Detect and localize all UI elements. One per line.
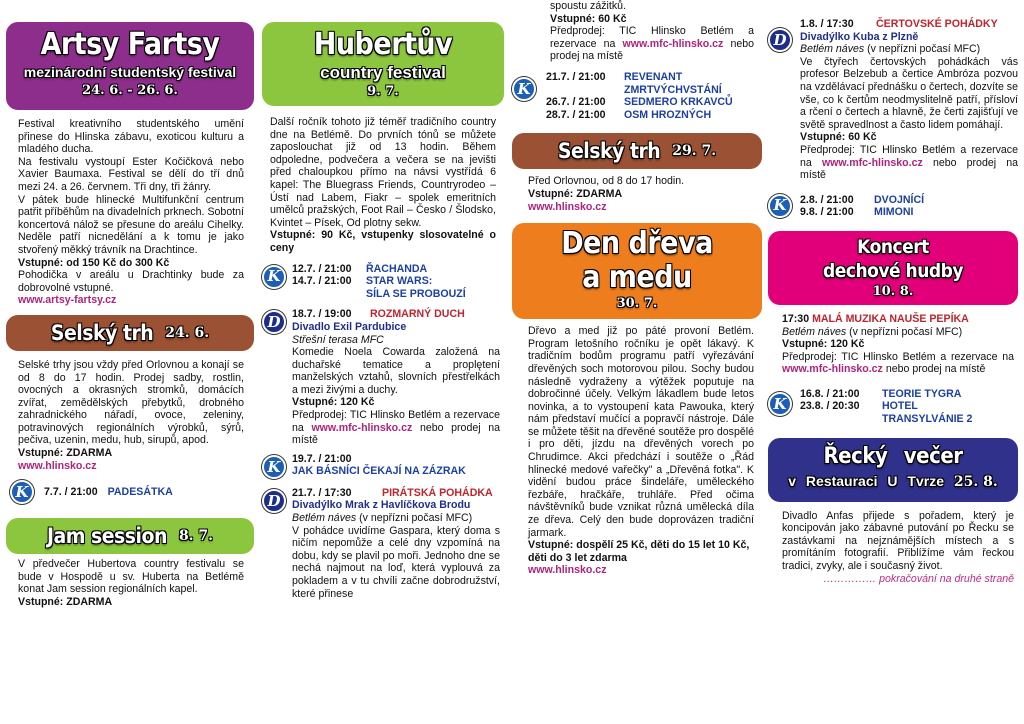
koncert-banner [768, 231, 1018, 305]
artsy-paragraph-2: Na festivalu vystoupí Ester Kočičková nebo Xavier Baumaxa. Festival se dělí do tří dnů mezi 24. a 26. červnem. Tři dny, tři žánry. [18, 155, 244, 193]
artsy-entry: Vstupné: od 150 Kč do 300 Kč [18, 256, 170, 269]
divadlo-badge-icon: D [262, 310, 286, 334]
presale [550, 25, 754, 63]
jam-paragraph: V předvečer Hubertova country festivalu se bude v Hospodě u sv. Huberta na Betlémě konat Jam session regionálních kapel. [18, 558, 244, 596]
presale [800, 144, 1018, 182]
event-time: 9.8. / 21:00 [800, 206, 854, 219]
description: Komedie Noela Cowarda založená na duchařské tematice a proplętení manželských vztahů, slovních přestřelkách a mezi živými a duchy. [292, 346, 500, 396]
artsy-link[interactable]: www.artsy-fartsy.cz [18, 294, 117, 307]
selsky-text-2 [512, 169, 762, 213]
divadlo-detail-2 [292, 487, 500, 600]
kino-block-2 [262, 453, 504, 479]
event-name: HOTEL [882, 400, 918, 413]
artsy-subtitle: mezinárodní studentský festival [23, 64, 237, 80]
event-name: SÍLA SE PROBOUZÍ [366, 287, 466, 300]
event-row [800, 388, 972, 401]
event-time: 14.7. / 21:00 [292, 275, 352, 288]
jam-entry: Vstupné: ZDARMA [18, 596, 113, 609]
hubert-subtitle: country festival [320, 63, 446, 82]
selsky-date-1: 24. 6. [165, 324, 210, 341]
kino-badge-icon: K [10, 480, 34, 504]
selsky-link-2[interactable]: www.hlinsko.cz [528, 200, 607, 213]
column-3 [512, 0, 762, 577]
artsy-date: 24. 6. - 26. 6. [82, 83, 178, 98]
event-name: PIRÁTSKÁ POHÁDKA [382, 486, 493, 499]
jam-text [6, 554, 254, 608]
kino-list-3 [546, 71, 733, 121]
continued-text: spoustu zážitků. [550, 0, 626, 12]
company: Divadýlko Kuba z Plzně [800, 30, 919, 43]
event-name: MIMONI [874, 206, 914, 219]
drevo-paragraph: Dřevo a med již po páté provoní Betlém. Program letošního ročníku je opět lákavý. K tradičním bodům programu patří vyřezávání dřevěných soch motorovou pilou. Sochy budou následně vydraženy a výtěžek poputuje na dobročinné účely. Velkým lákadlem bude letos novinka, a to vystoupení kata Pawouka, který nám představí mučící a popravčí nástroje. Dále se můžete těšit na dřevěné soutěže pro dospělé i pro děti, jízdu na dřevěných vorech po Chrudimce. Akci předchází i soutěže o „Řád hlinecké medové vařečky" a „Dřevěná fotka". K vidění budou práce šindeláře, uměleckého řezbáře, hračkáře, truhláře. Před očima návštěvníků bude vznikat různá umělecká díla ze dřeva. Celý den bude doprovázen tradiční jarmark. [528, 325, 754, 539]
recky-paragraph: Divadlo Anfas přijede s pořadem, který je koncipován jako zábavné putování po Řecku se zastávkami na nejznámějších místech a s promítáním fotografií. Přiblížíme vám řeckou tradici, zvyky, ale i současný život. [782, 509, 1014, 573]
event-name: MALÁ MUZIKA NAUŠE PEPÍKA [812, 312, 969, 325]
hubertuv-banner [262, 22, 504, 106]
event-name: OSM HROZNÝCH [624, 108, 712, 121]
kino-list-5 [800, 388, 972, 426]
kino-list-1 [292, 263, 466, 301]
event-time: 12.7. / 21:00 [292, 262, 352, 275]
drevo-link[interactable]: www.hlinsko.cz [528, 564, 607, 577]
company: Divadlo Exil Pardubice [292, 320, 407, 333]
event-row [546, 109, 733, 122]
presale-link[interactable]: www.mfc-hlinsko.cz [821, 156, 923, 169]
presale-text: Předprodej: TIC Hlinsko Betlém a rezervace na [800, 143, 1018, 169]
divadlo-block-3 [768, 18, 1018, 182]
venue-line [782, 326, 1014, 339]
event-row [800, 194, 924, 207]
event-name: TRANSYLVÁNIE 2 [882, 413, 973, 426]
event-time: 21.7. / 17:30 [292, 486, 352, 499]
kino-badge-icon: K [768, 194, 792, 218]
selsky-trh-banner-2 [512, 133, 762, 169]
event-row [800, 413, 972, 426]
event-name: ŘACHANDA [366, 262, 428, 275]
venue-note: (v nepřízni počasí MFC) [849, 325, 963, 338]
selsky-entry-1: Vstupné: ZDARMA [18, 447, 113, 460]
event-row [292, 308, 500, 321]
divadlo-detail-1 [292, 308, 500, 447]
event-name: ROZMARNÝ DUCH [370, 308, 465, 321]
artsy-fartsy-banner [6, 22, 254, 110]
entry: Vstupné: 120 Kč [782, 338, 865, 351]
presale-note: nebo prodej na místě [550, 37, 755, 63]
artsy-text [6, 110, 254, 307]
event-name: PADESÁTKA [107, 485, 173, 498]
hubert-entry: Vstupné: 90 Kč, vstupenky slosovatelné o ceny [270, 229, 496, 254]
event-row [800, 18, 1018, 31]
event-time: 17:30 [782, 312, 810, 325]
presale-text: Předprodej: TIC Hlinsko Betlém a rezervace na [292, 409, 500, 434]
event-row [800, 400, 972, 413]
event-row [292, 288, 466, 301]
artsy-paragraph-1: Festival kreativního studentského umění přinese do Hlinska zábavu, exoticou kulturu a mladého ducha. [18, 118, 244, 156]
venue: Střešní terasa MFC [292, 333, 384, 346]
event-row [292, 275, 466, 288]
hubert-date: 9. 7. [367, 84, 399, 99]
kino-block-3 [512, 71, 762, 121]
kino-block-4 [768, 194, 1018, 219]
entry: Vstupné: 60 Kč [550, 12, 627, 25]
selsky-entry-2: Vstupné: ZDARMA [528, 187, 623, 200]
divadlo-block-1 [262, 308, 504, 447]
drevo-entry: Vstupné: dospělí 25 Kč, děti do 15 let 10 Kč, děti do 3 let zdarma [528, 539, 750, 564]
presale-text: Předprodej: TIC Hlinsko Betlém a rezervace na [782, 350, 1014, 363]
presale [782, 351, 1014, 376]
divadlo-detail-3 [800, 18, 1018, 182]
koncert-title-2: dechové hudby [822, 259, 964, 282]
recky-title: Řecký večer [823, 443, 963, 469]
event-row [292, 263, 466, 276]
kino-list-4 [800, 194, 924, 219]
event-row [292, 487, 500, 500]
event-name: DVOJNÍCÍ [874, 193, 925, 206]
drevo-date: 30. 7. [616, 296, 658, 312]
event-time: 23.8. / 20:30 [800, 400, 860, 413]
event-time: 2.8. / 21:00 [800, 193, 854, 206]
koncert-event [782, 313, 1014, 326]
event-name: SEDMERO KRKAVCŮ [624, 96, 733, 109]
presale-link[interactable]: www.mfc-hlinsko.cz [311, 421, 413, 434]
event-row [546, 84, 733, 97]
presale-link[interactable]: www.mfc-hlinsko.cz [622, 37, 724, 50]
kino-block-5 [768, 388, 1018, 426]
selsky-link-1[interactable]: www.hlinsko.cz [18, 459, 97, 472]
continued-note: …………… pokračování na druhé straně [823, 572, 1014, 585]
presale-note: nebo prodej na místě [800, 156, 1018, 182]
drevo-text [512, 319, 762, 577]
kino-badge-icon: K [512, 77, 536, 101]
column-4 [768, 0, 1018, 585]
company: Divadýlko Mrak z Havlíčkova Brodu [292, 499, 471, 512]
event-time: 1.8. / 17:30 [800, 18, 854, 30]
venue-note: (v nepřízni počasí MFC) [359, 512, 473, 525]
koncert-text [768, 305, 1018, 376]
description: V pohádce uvidíme Gaspara, který doma s ničím nepomůže a celé dny vzpomíná na dobu, kdy se plavil po moři. Jednoho dne se nechá najmout na loď, která vyplouvá za pokladem a v tu chvíli začne dobrodružství, které přinese [292, 524, 500, 600]
artsy-paragraph-3: V pátek bude hlinecké Multifunkční centrum patřit příběhům na divadelních prknech. Sobotní koncertová nálož se přesune do areálu Cihelky. Neděle patří nicnedělání a k tomu je jako stvořený měkký trávník na Drachtince. [18, 193, 244, 256]
event-name-text: JAK BÁSNÍCI ČEKAJÍ NA ZÁZRAK [292, 465, 466, 478]
koncert-date: 10. 8. [872, 283, 914, 299]
divadlo-badge-icon: D [768, 28, 792, 52]
entry: Vstupné: 60 Kč [800, 131, 877, 144]
continued-text: pokračování na druhé straně [879, 572, 1014, 585]
jam-session-banner [6, 518, 254, 554]
column-1 [6, 0, 254, 609]
selsky-paragraph-1: Selské trhy jsou vždy před Orlovnou a konají se od 8 do 17 hodin. Prodej sadby, rostlin, ovocných a okrasných stromků, domácích zvířat, zemědělských přebytků, drobného zahradnického nářadí, ovoce, zeleniny, potravinových regionálních výrobků, sýrů, pečiva, uzenin, medu, hub, sirupů, apod. [18, 358, 244, 447]
event-time: 21.7. / 21:00 [546, 70, 606, 83]
kino-list-2 [292, 453, 466, 479]
column-2 [262, 0, 504, 600]
kino-badge-icon: K [262, 455, 286, 479]
koncert-title-1: Koncert [857, 235, 929, 258]
drevo-title-1: Den dřeva [561, 226, 713, 262]
event-padesatka [10, 480, 254, 504]
event-name: ČERTOVSKÉ POHÁDKY [876, 18, 998, 30]
hubert-text [262, 106, 504, 255]
kino-block-1 [262, 263, 504, 301]
event-time: 16.8. / 21:00 [800, 387, 860, 400]
event-name: STAR WARS: [366, 275, 433, 288]
event-time: 28.7. / 21:00 [546, 108, 606, 121]
entry: Vstupné: 120 Kč [292, 396, 375, 409]
event-time: 19.7. / 21:00 [292, 452, 352, 465]
jam-date: 8. 7. [178, 527, 214, 544]
presale-note: nebo prodej na místě [292, 421, 500, 447]
selsky-paragraph-2: Před Orlovnou, od 8 do 17 hodin. [528, 175, 685, 188]
selsky-date-2: 29. 7. [672, 143, 717, 160]
venue: Betlém náves [782, 325, 847, 338]
venue-line [800, 43, 1018, 56]
venue: Betlém náves [800, 43, 865, 56]
event-row [546, 71, 733, 84]
artsy-paragraph-4: Pohodička v areálu u Drachtinky bude za dobrovolné vstupné. [18, 269, 244, 294]
selsky-title-2: Selský trh [557, 139, 661, 164]
kino-badge-icon: K [262, 265, 286, 289]
recky-text [768, 502, 1018, 586]
recky-subtitle: v Restauraci U Tvrze [788, 472, 944, 489]
divadlo-block-2 [262, 487, 504, 600]
jam-title: Jam session [46, 523, 167, 548]
recky-subtitle-line [768, 470, 1018, 493]
recky-date: 25. 8. [953, 473, 998, 490]
hubert-title: Hubertův [313, 27, 453, 62]
selsky-title-1: Selský trh [50, 320, 154, 345]
event-time: 18.7. / 19:00 [292, 308, 352, 321]
selsky-text-1 [6, 351, 254, 472]
kino-badge-icon: K [768, 392, 792, 416]
presale-text: Předprodej: TIC Hlinsko Betlém a rezervace na [550, 25, 754, 50]
presale-note: nebo prodej na místě [885, 363, 986, 376]
venue-line [292, 512, 500, 525]
description: Ve čtyřech čertovských pohádkách vás profesor Belzebub a čertice Ambróza pozvou na vzdělávací přednášku o čertech, dozvíte se vše, co k čertům neodmyslitelně patří, přísloví a rčení o čertech a hlavně, že čerti zajišťují ve světě spravedlnost a často lidem pomáhají. [800, 55, 1018, 131]
event-time: 7.7. / 21:00 [44, 485, 98, 498]
hubert-paragraph: Další ročník tohoto již téměř tradičního country dne na Betlémě. Do prvních tónů se můžete zaposlouchat již od 13 hodin. Během odpoledne, podvečera a večera se na jevišti před chaloupkou přímo na návsi vystřídá 6 kapel: The Bluegrass Friends, Countryrodeo – Ústí nad Labem, Fiakr – spolek emeritních umělců pražských, Foot Rail – Česko / Šlodsko, Kvintet – Písek, Od plotny sekw. [270, 116, 496, 229]
den-dreva-banner [512, 223, 762, 319]
event-name: ZMRTVÝCHVSTÁNÍ [624, 83, 722, 96]
selsky-trh-banner-1 [6, 315, 254, 351]
drevo-title-2: a medu [582, 260, 692, 296]
pohadka-continued [512, 0, 762, 63]
presale-link[interactable]: www.mfc-hlinsko.cz [782, 363, 883, 376]
event-name: TEORIE TYGRA [882, 387, 962, 400]
event-name: REVENANT [624, 70, 683, 83]
event-name [292, 465, 466, 478]
event-row [546, 96, 733, 109]
artsy-title: Artsy Fartsy [40, 27, 220, 62]
event-time: 26.7. / 21:00 [546, 96, 606, 109]
presale [292, 409, 500, 447]
venue-note: (v nepřízni počasí MFC) [867, 43, 981, 56]
venue: Betlém náves [292, 512, 357, 525]
divadlo-badge-icon: D [262, 489, 286, 513]
recky-vecer-banner [768, 438, 1018, 502]
event-row [800, 206, 924, 219]
